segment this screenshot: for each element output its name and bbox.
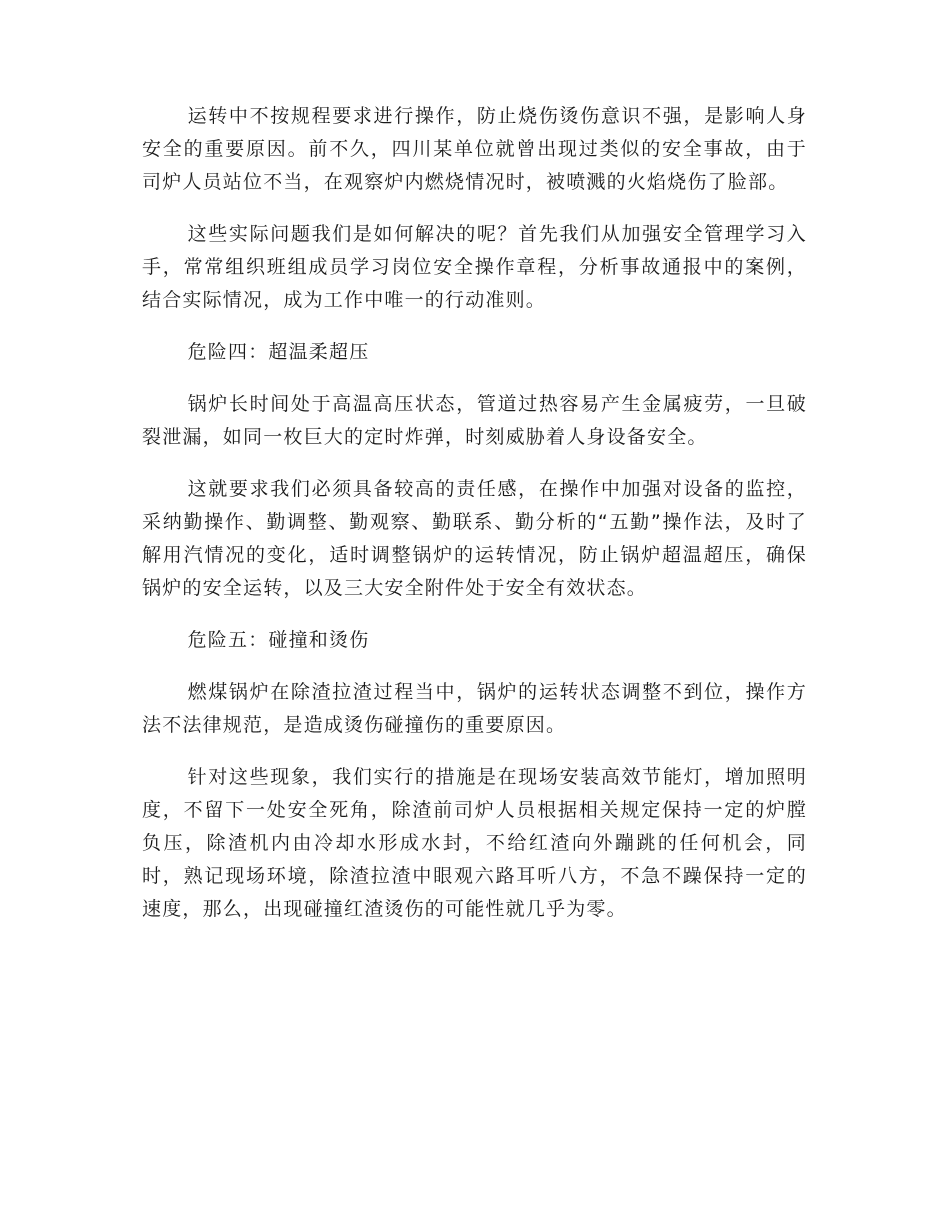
paragraph-measures: 针对这些现象，我们实行的措施是在现场安装高效节能灯，增加照明度，不留下一处安全死角，除渣前司炉人员根据相关规定保持一定的炉膛负压，除渣机内由冷却水形成水封，不给红渣向外蹦跳的任何机会，同时，熟记现场环境，除渣拉渣中眼观六路耳听八方，不急不躁保持一定的速度，那么，出现碰撞红渣烫伤的可能性就几乎为零。 [142,766,807,920]
paragraph-slag-removal: 燃煤锅炉在除渣拉渣过程当中，锅炉的运转状态调整不到位，操作方法不法律规范，是造成烫伤碰撞伤的重要原因。 [142,681,807,736]
paragraph-burn-risk: 运转中不按规程要求进行操作，防止烧伤烫伤意识不强，是影响人身安全的重要原因。前不久，四川某单位就曾出现过类似的安全事故，由于司炉人员站位不当，在观察炉内燃烧情况时，被喷溅的火焰烧伤了脸部。 [142,105,807,193]
heading-danger-five: 危险五：碰撞和烫伤 [187,629,370,651]
paragraph-high-pressure: 锅炉长时间处于高温高压状态，管道过热容易产生金属疲劳，一旦破裂泄漏，如同一枚巨大的定时炸弹，时刻威胁着人身设备安全。 [142,393,807,448]
document-body [142,100,807,945]
paragraph-five-diligence: 这就要求我们必须具备较高的责任感，在操作中加强对设备的监控，采纳勤操作、勤调整、勤观察、勤联系、勤分析的“五勤”操作法，及时了解用汽情况的变化，适时调整锅炉的运转情况，防止锅炉超温超压，确保锅炉的安全运转，以及三大安全附件处于安全有效状态。 [142,478,807,599]
paragraph-solution: 这些实际问题我们是如何解决的呢？首先我们从加强安全管理学习入手，常常组织班组成员学习岗位安全操作章程，分析事故通报中的案例，结合实际情况，成为工作中唯一的行动准则。 [142,223,807,311]
heading-danger-four: 危险四：超温柔超压 [187,341,370,363]
